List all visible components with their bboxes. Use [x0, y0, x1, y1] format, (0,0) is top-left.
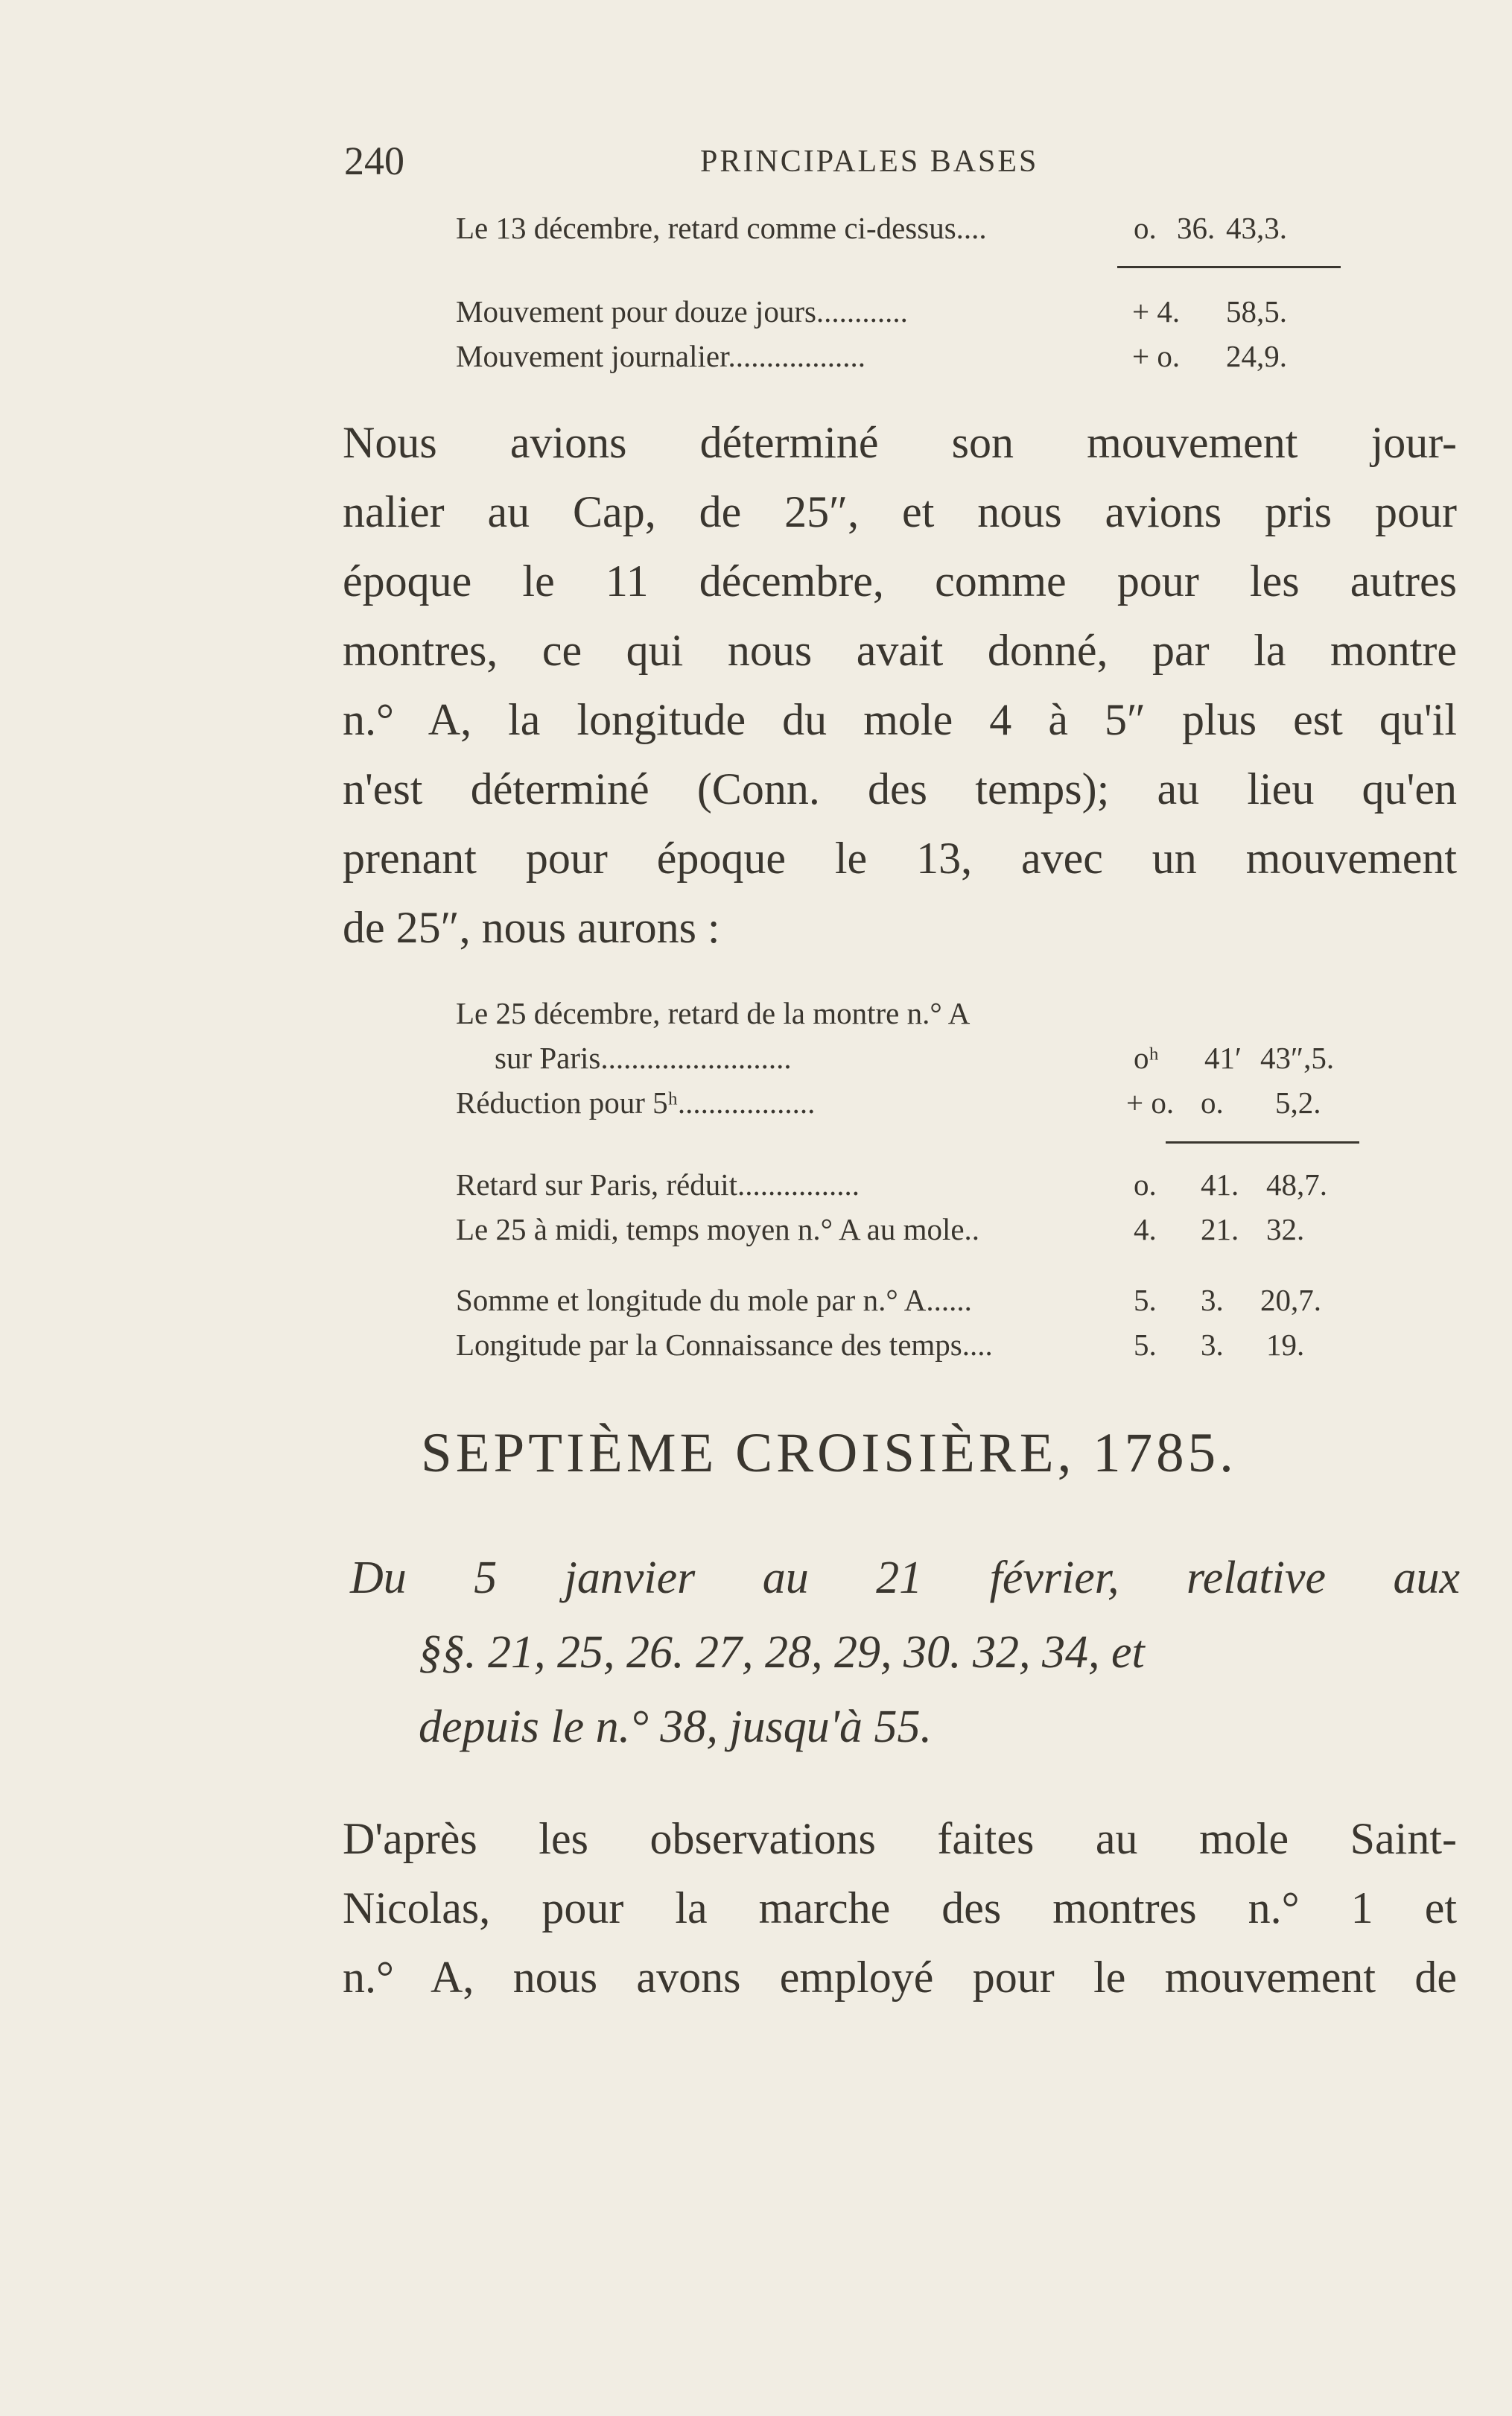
seconds-value: 58,5. [1226, 294, 1287, 329]
subtitle-line: depuis le n.° 38, jusqu'à 55. [419, 1702, 933, 1752]
row-label: Mouvement journalier.................. [456, 339, 865, 373]
table-row [456, 289, 1350, 334]
text-line: prenant pour époque le 13, avec un mouvement [343, 834, 1457, 883]
text-line: n.° A, la longitude du mole 4 à 5″ plus est qu'il [343, 695, 1457, 744]
text-line: Nous avions déterminé son mouvement jour- [343, 418, 1457, 467]
longitude-table-result [456, 1278, 1350, 1367]
row-label: Somme et longitude du mole par n.° A...... [456, 1283, 972, 1317]
table-row [456, 206, 1350, 250]
table-row [456, 1036, 1350, 1080]
body-paragraph [343, 408, 1457, 963]
row-label: Le 13 décembre, retard comme ci-dessus.... [456, 211, 987, 245]
text-line: de 25″, nous aurons : [343, 903, 720, 952]
seconds-value: 43″,5. [1260, 1041, 1335, 1075]
longitude-table-reduced [456, 1162, 1350, 1252]
clock-rate-table-totals [456, 289, 1350, 378]
text-line: Nicolas, pour la marche des montres n.° 1 et [343, 1883, 1457, 1933]
seconds-value: 43,3. [1226, 211, 1287, 245]
row-label: Mouvement pour douze jours............ [456, 294, 908, 329]
seconds-value: 5,2. [1275, 1085, 1321, 1120]
clock-rate-table [456, 206, 1350, 250]
table-row [456, 334, 1350, 378]
text-line: nalier au Cap, de 25″, et nous avions pris pour [343, 487, 1457, 536]
minutes-value: o. [1201, 1085, 1224, 1120]
page-number: 240 [344, 139, 404, 183]
minutes-value: 41′ [1204, 1041, 1242, 1075]
hours-value: 5. [1134, 1328, 1157, 1362]
hours-value: + 4. [1132, 294, 1181, 329]
minutes-value: 3. [1201, 1283, 1224, 1317]
seconds-value: 19. [1266, 1328, 1305, 1362]
sum-rule [1166, 1141, 1359, 1144]
table-row [456, 1207, 1350, 1252]
row-label: Longitude par la Connaissance des temps.... [456, 1328, 993, 1362]
running-head [344, 138, 1461, 197]
hours-value: + o. [1132, 339, 1181, 373]
minutes-value: 21. [1201, 1212, 1239, 1246]
minutes-value: 3. [1201, 1328, 1224, 1362]
subtitle-line: §§. 21, 25, 26. 27, 28, 29, 30. 32, 34, et [419, 1627, 1145, 1678]
row-label: Le 25 décembre, retard de la montre n.° A [456, 996, 971, 1030]
table-row [456, 1080, 1350, 1125]
section-title: SEPTIÈME CROISIÈRE, 1785. [421, 1422, 1237, 1484]
hours-value: 5. [1134, 1283, 1157, 1317]
hours-value: o. [1134, 211, 1157, 245]
hours-value: + o. [1126, 1085, 1175, 1120]
table-row [456, 991, 1350, 1036]
text-line: n.° A, nous avons employé pour le mouvement de [343, 1953, 1457, 2002]
row-label: sur Paris......................... [495, 1041, 792, 1075]
text-line: montres, ce qui nous avait donné, par la montre [343, 626, 1457, 675]
row-label: Le 25 à midi, temps moyen n.° A au mole.. [456, 1212, 980, 1246]
sum-rule [1117, 266, 1341, 268]
subtitle-line: Du 5 janvier au 21 février, relative aux [350, 1553, 1460, 1603]
hours-value: 4. [1134, 1212, 1157, 1246]
longitude-table [456, 991, 1350, 1125]
row-label: Réduction pour 5ʰ.................. [456, 1085, 816, 1120]
table-row [456, 1162, 1350, 1207]
table-row [456, 1278, 1350, 1322]
text-line: D'après les observations faites au mole Saint- [343, 1814, 1457, 1863]
seconds-value: 20,7. [1260, 1283, 1321, 1317]
section-subtitle [350, 1541, 1460, 1764]
body-paragraph [343, 1804, 1457, 2012]
seconds-value: 48,7. [1266, 1167, 1327, 1202]
running-title: PRINCIPALES BASES [700, 145, 1039, 179]
row-label: Retard sur Paris, réduit................ [456, 1167, 860, 1202]
hours-value: oʰ [1134, 1041, 1159, 1075]
table-row [456, 1322, 1350, 1367]
minutes-value: 36. [1177, 211, 1216, 245]
seconds-value: 24,9. [1226, 339, 1287, 373]
seconds-value: 32. [1266, 1212, 1305, 1246]
text-line: époque le 11 décembre, comme pour les autres [343, 557, 1457, 606]
text-line: n'est déterminé (Conn. des temps); au lieu qu'en [343, 764, 1457, 814]
hours-value: o. [1134, 1167, 1157, 1202]
minutes-value: 41. [1201, 1167, 1239, 1202]
